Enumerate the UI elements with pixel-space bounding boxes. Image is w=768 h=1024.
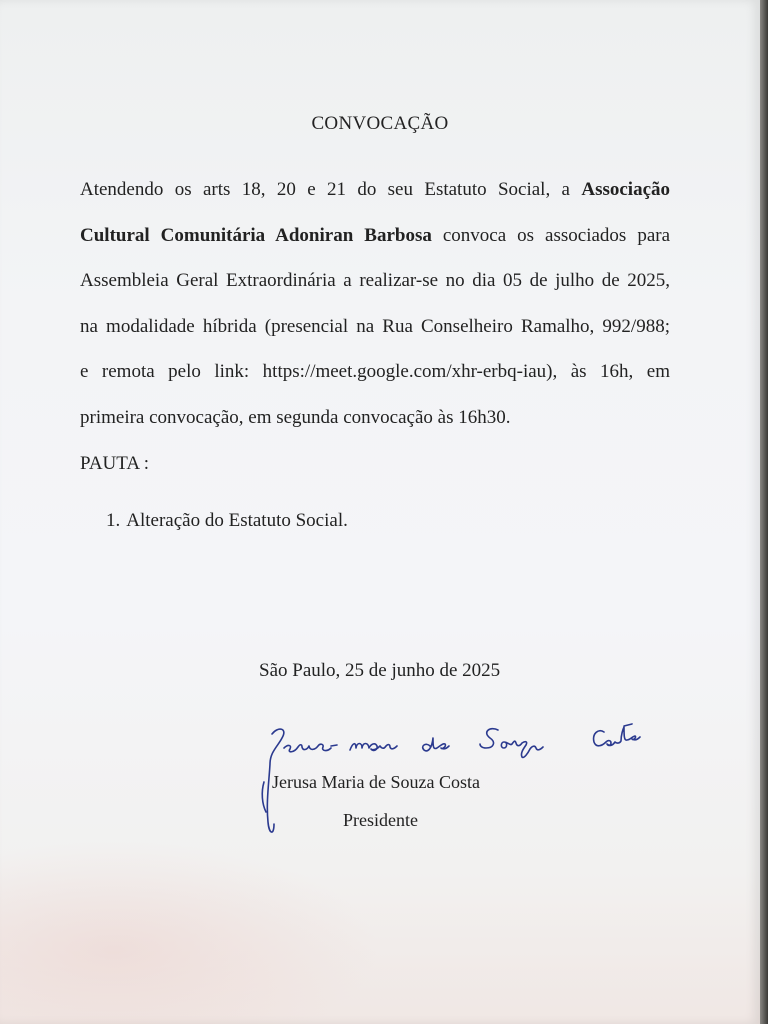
agenda-item-text: Alteração do Estatuto Social. [126,510,348,531]
paragraph-text: convoca os associados para [442,224,671,246]
paragraph-line-4: na modalidade híbrida (presencial na Rua Conselheiro Ramalho, 992/988; [80,315,670,337]
agenda-item-number: 1. [106,510,121,531]
agenda-list [106,510,348,532]
signer-role: Presidente [343,810,418,830]
association-name-bold: Cultural Comunitária Adoniran Barbosa [80,224,432,246]
document-title: CONVOCAÇÃO [311,113,449,134]
association-name-bold: Associação [581,179,671,200]
paragraph-text: Atendendo os arts 18, 20 e 21 do seu Estatuto Social, a [80,179,570,200]
agenda-item [106,510,348,532]
agenda-title: PAUTA : [80,453,150,474]
convocation-paragraph [80,167,670,440]
signer-name: Jerusa Maria de Souza Costa [272,772,480,792]
paragraph-line-2 [80,213,670,259]
paragraph-line-3: Assembleia Geral Extraordinária a realizar-se no dia 05 de julho de 2025, [80,270,670,291]
paragraph-line-6: primeira convocação, em segunda convocação às 16h30. [80,406,511,428]
page-edge-shadow [760,0,768,1024]
paragraph-line-5: e remota pelo link: https://meet.google.com/xhr-erbq-iau), às 16h, em [80,361,670,382]
paragraph-line-1 [80,167,670,213]
place-date: São Paulo, 25 de junho de 2025 [259,660,501,681]
